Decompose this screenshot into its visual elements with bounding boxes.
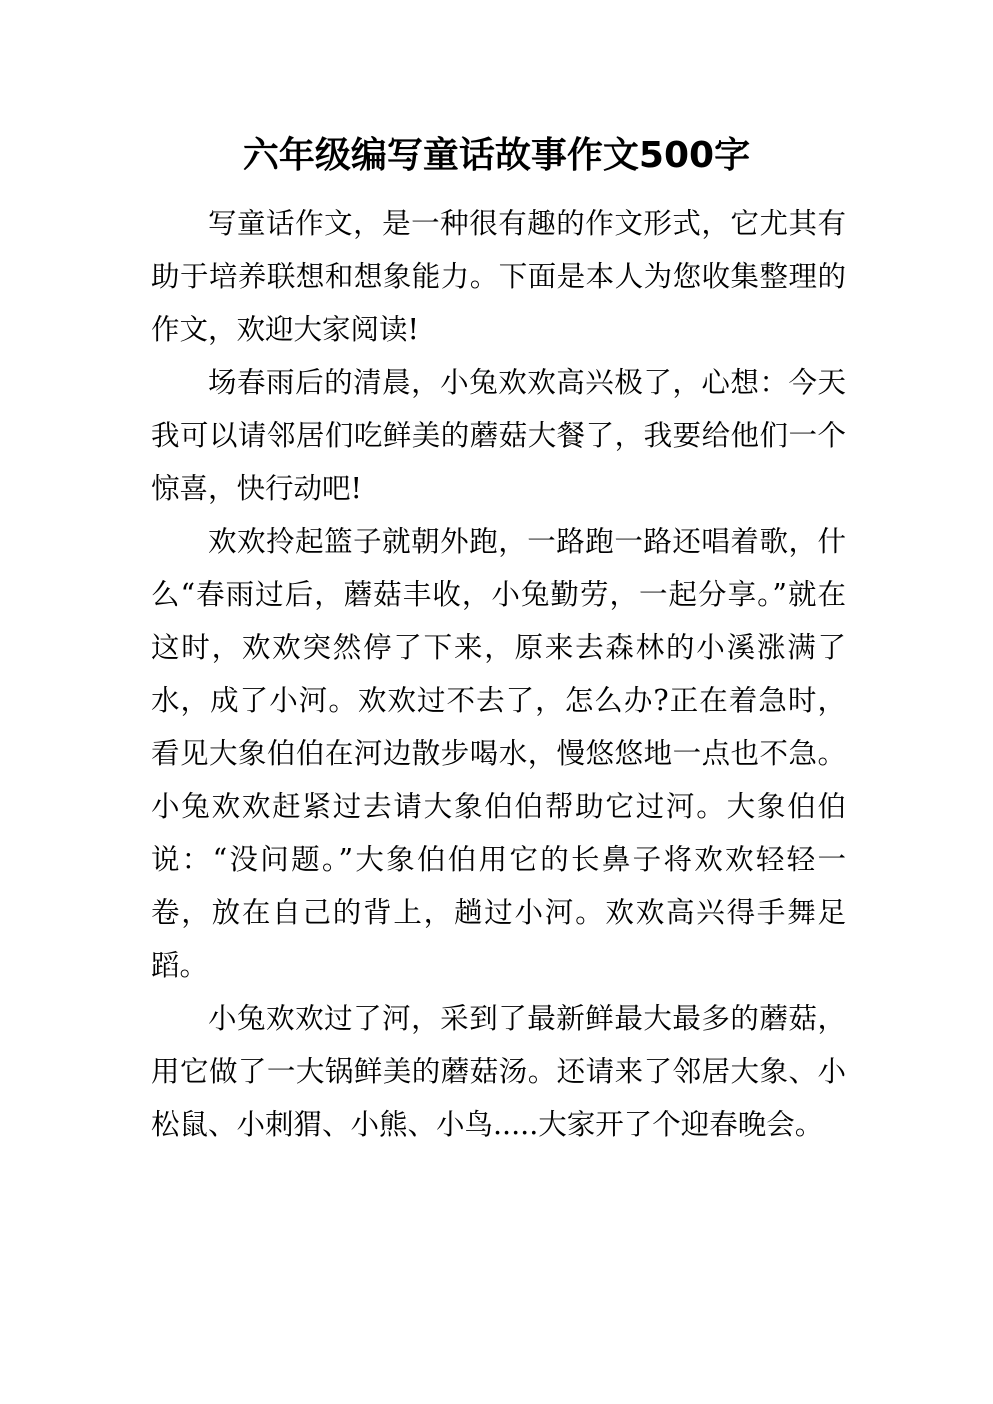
paragraph-spring-morning: 场春雨后的清晨，小兔欢欢高兴极了，心想：今天我可以请邻居们吃鲜美的蘑菇大餐了，我要给他们一个惊喜，快行动吧! <box>151 366 846 505</box>
paragraph-spring-party: 小兔欢欢过了河，采到了最新鲜最大最多的蘑菇，用它做了一大锅鲜美的蘑菇汤。还请来了邻居大象、小松鼠、小刺猬、小熊、小鸟.....大家开了个迎春晚会。 <box>151 1002 846 1141</box>
paragraph-crossing-river: 欢欢拎起篮子就朝外跑，一路跑一路还唱着歌，什么“春雨过后，蘑菇丰收，小兔勤劳，一起分享。”就在这时，欢欢突然停了下来，原来去森林的小溪涨满了水，成了小河。欢欢过不去了，怎么办?正在着急时，看见大象伯伯在河边散步喝水，慢悠悠地一点也不急。小兔欢欢赶紧过去请大象伯伯帮助它过河。大象伯伯说：“没问题。”大象伯伯用它的长鼻子将欢欢轻轻一卷，放在自己的背上，趟过小河。欢欢高兴得手舞足蹈。 <box>151 525 846 982</box>
paragraph-intro: 写童话作文，是一种很有趣的作文形式，它尤其有助于培养联想和想象能力。下面是本人为您收集整理的作文，欢迎大家阅读! <box>151 207 846 346</box>
document-body <box>151 197 846 1151</box>
document-title: 六年级编写童话故事作文500字 <box>242 135 751 176</box>
